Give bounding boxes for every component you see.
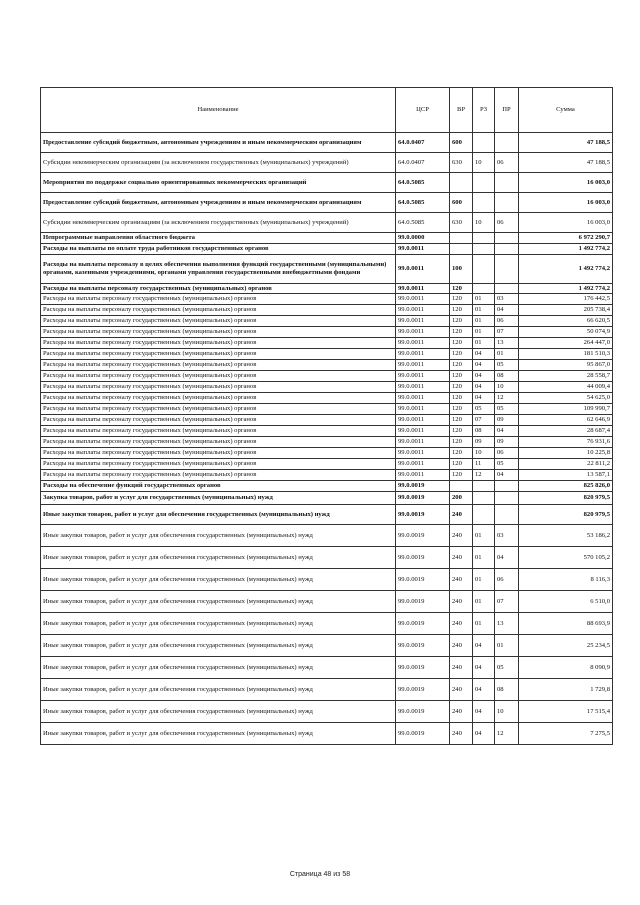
cell-rz: 04	[473, 349, 495, 360]
cell-pr	[495, 244, 519, 255]
cell-name: Предоставление субсидий бюджетным, автономным учреждениям и иным некоммерческим организациям	[41, 133, 396, 153]
cell-rz: 04	[473, 701, 495, 723]
cell-vr: 120	[450, 305, 473, 316]
cell-vr: 240	[450, 723, 473, 745]
table-row	[41, 657, 613, 679]
cell-sum: 264 447,0	[519, 338, 613, 349]
table-row	[41, 360, 613, 371]
cell-rz	[473, 244, 495, 255]
cell-pr: 01	[495, 349, 519, 360]
cell-name: Иные закупки товаров, работ и услуг для обеспечения государственных (муниципальных) нужд	[41, 679, 396, 701]
cell-name: Расходы на выплаты персоналу государственных (муниципальных) органов	[41, 371, 396, 382]
cell-sum: 7 275,5	[519, 723, 613, 745]
cell-csr: 99.0.0019	[396, 635, 450, 657]
cell-rz: 05	[473, 404, 495, 415]
cell-vr: 200	[450, 492, 473, 505]
cell-name: Расходы на выплаты персоналу государственных (муниципальных) органов	[41, 404, 396, 415]
cell-csr: 99.0.0019	[396, 591, 450, 613]
cell-name: Расходы на выплаты персоналу государственных (муниципальных) органов	[41, 360, 396, 371]
cell-rz: 10	[473, 213, 495, 233]
cell-csr: 99.0.0019	[396, 481, 450, 492]
header-vr: ВР	[450, 88, 473, 133]
cell-vr: 120	[450, 448, 473, 459]
cell-vr: 240	[450, 635, 473, 657]
table-row	[41, 470, 613, 481]
cell-sum: 6 972 290,7	[519, 233, 613, 244]
cell-csr: 99.0.0011	[396, 255, 450, 284]
cell-csr: 99.0.0011	[396, 459, 450, 470]
cell-pr: 07	[495, 327, 519, 338]
table-row	[41, 679, 613, 701]
cell-rz: 04	[473, 679, 495, 701]
cell-csr: 99.0.0011	[396, 294, 450, 305]
cell-csr: 99.0.0011	[396, 284, 450, 294]
cell-vr: 120	[450, 382, 473, 393]
cell-pr: 08	[495, 679, 519, 701]
cell-name: Непрограммные направления областного бюджета	[41, 233, 396, 244]
cell-rz	[473, 255, 495, 284]
cell-sum: 25 234,5	[519, 635, 613, 657]
table-row	[41, 525, 613, 547]
cell-pr: 09	[495, 415, 519, 426]
cell-csr: 99.0.0011	[396, 404, 450, 415]
cell-vr: 100	[450, 255, 473, 284]
cell-name: Расходы на выплаты персоналу государственных (муниципальных) органов	[41, 448, 396, 459]
cell-pr: 01	[495, 635, 519, 657]
cell-pr: 04	[495, 470, 519, 481]
cell-pr: 05	[495, 360, 519, 371]
cell-pr	[495, 505, 519, 525]
cell-rz: 01	[473, 294, 495, 305]
cell-pr: 03	[495, 525, 519, 547]
page-number: Страница 48 из 58	[289, 871, 351, 878]
cell-rz: 10	[473, 153, 495, 173]
header-sum: Сумма	[519, 88, 613, 133]
cell-csr: 99.0.0019	[396, 505, 450, 525]
cell-pr: 13	[495, 613, 519, 635]
table-row	[41, 382, 613, 393]
cell-name: Иные закупки товаров, работ и услуг для обеспечения государственных (муниципальных) нужд	[41, 569, 396, 591]
cell-sum: 16 003,0	[519, 213, 613, 233]
cell-rz: 09	[473, 437, 495, 448]
table-row	[41, 459, 613, 470]
cell-pr	[495, 255, 519, 284]
table-row	[41, 213, 613, 233]
cell-csr: 99.0.0011	[396, 437, 450, 448]
cell-name: Иные закупки товаров, работ и услуг для обеспечения государственных (муниципальных) нужд	[41, 525, 396, 547]
cell-vr: 630	[450, 213, 473, 233]
cell-sum: 8 090,9	[519, 657, 613, 679]
cell-rz: 04	[473, 635, 495, 657]
cell-pr: 05	[495, 657, 519, 679]
cell-sum: 1 492 774,2	[519, 284, 613, 294]
cell-csr: 99.0.0011	[396, 349, 450, 360]
cell-rz: 11	[473, 459, 495, 470]
cell-name: Расходы на выплаты персоналу государственных (муниципальных) органов	[41, 437, 396, 448]
cell-sum: 8 116,3	[519, 569, 613, 591]
cell-name: Иные закупки товаров, работ и услуг для обеспечения государственных (муниципальных) нужд	[41, 701, 396, 723]
cell-vr	[450, 244, 473, 255]
cell-pr	[495, 233, 519, 244]
cell-vr: 120	[450, 371, 473, 382]
cell-rz: 04	[473, 657, 495, 679]
cell-sum: 76 931,6	[519, 437, 613, 448]
cell-sum: 181 510,3	[519, 349, 613, 360]
cell-name: Предоставление субсидий бюджетным, автономным учреждениям и иным некоммерческим организациям	[41, 193, 396, 213]
cell-rz: 12	[473, 470, 495, 481]
table-row	[41, 244, 613, 255]
cell-sum: 62 646,9	[519, 415, 613, 426]
cell-rz	[473, 193, 495, 213]
cell-csr: 64.0.5085	[396, 173, 450, 193]
cell-rz	[473, 233, 495, 244]
cell-vr: 240	[450, 591, 473, 613]
cell-rz: 01	[473, 547, 495, 569]
cell-csr: 99.0.0011	[396, 393, 450, 404]
cell-sum: 50 074,9	[519, 327, 613, 338]
cell-csr: 99.0.0019	[396, 723, 450, 745]
cell-vr: 240	[450, 505, 473, 525]
cell-vr: 120	[450, 294, 473, 305]
table-row	[41, 393, 613, 404]
cell-pr: 03	[495, 294, 519, 305]
cell-pr	[495, 492, 519, 505]
cell-sum: 13 587,1	[519, 470, 613, 481]
header-csr: ЦСР	[396, 88, 450, 133]
cell-sum: 47 188,5	[519, 133, 613, 153]
cell-csr: 99.0.0011	[396, 382, 450, 393]
cell-sum: 47 188,5	[519, 153, 613, 173]
cell-rz: 08	[473, 426, 495, 437]
cell-vr: 240	[450, 547, 473, 569]
cell-vr: 630	[450, 153, 473, 173]
cell-rz: 01	[473, 525, 495, 547]
cell-sum: 17 515,4	[519, 701, 613, 723]
cell-pr: 04	[495, 547, 519, 569]
cell-name: Расходы на выплаты персоналу государственных (муниципальных) органов	[41, 382, 396, 393]
cell-sum: 44 009,4	[519, 382, 613, 393]
cell-rz: 04	[473, 723, 495, 745]
table-row	[41, 371, 613, 382]
table-header-row	[41, 88, 613, 133]
cell-name: Закупка товаров, работ и услуг для государственных (муниципальных) нужд	[41, 492, 396, 505]
cell-csr: 99.0.0011	[396, 415, 450, 426]
table-row	[41, 404, 613, 415]
cell-csr: 64.0.5085	[396, 213, 450, 233]
cell-name: Расходы на обеспечение функций государственных органов	[41, 481, 396, 492]
cell-vr: 120	[450, 393, 473, 404]
cell-vr: 120	[450, 316, 473, 327]
cell-pr	[495, 173, 519, 193]
cell-csr: 99.0.0011	[396, 426, 450, 437]
cell-pr: 05	[495, 459, 519, 470]
cell-csr: 99.0.0011	[396, 470, 450, 481]
table-row	[41, 448, 613, 459]
cell-name: Иные закупки товаров, работ и услуг для обеспечения государственных (муниципальных) нужд	[41, 591, 396, 613]
cell-rz	[473, 492, 495, 505]
cell-rz	[473, 173, 495, 193]
table-row	[41, 505, 613, 525]
cell-pr: 12	[495, 393, 519, 404]
cell-csr: 99.0.0011	[396, 338, 450, 349]
cell-vr: 240	[450, 679, 473, 701]
cell-name: Расходы на выплаты персоналу государственных (муниципальных) органов	[41, 316, 396, 327]
cell-pr: 06	[495, 153, 519, 173]
cell-sum: 570 105,2	[519, 547, 613, 569]
cell-pr: 10	[495, 382, 519, 393]
table-row	[41, 327, 613, 338]
cell-vr: 120	[450, 284, 473, 294]
cell-name: Расходы на выплаты персоналу государственных (муниципальных) органов	[41, 305, 396, 316]
cell-pr: 05	[495, 404, 519, 415]
cell-pr: 06	[495, 213, 519, 233]
cell-name: Расходы на выплаты персоналу государственных (муниципальных) органов	[41, 327, 396, 338]
cell-pr: 13	[495, 338, 519, 349]
cell-vr: 120	[450, 415, 473, 426]
cell-csr: 64.0.0407	[396, 133, 450, 153]
cell-sum: 6 510,0	[519, 591, 613, 613]
cell-vr: 120	[450, 349, 473, 360]
header-pr: ПР	[495, 88, 519, 133]
cell-pr: 06	[495, 569, 519, 591]
cell-vr: 120	[450, 404, 473, 415]
cell-name: Расходы на выплаты персоналу государственных (муниципальных) органов	[41, 349, 396, 360]
cell-name: Расходы на выплаты персоналу государственных (муниципальных) органов	[41, 415, 396, 426]
cell-vr	[450, 481, 473, 492]
cell-sum: 53 186,2	[519, 525, 613, 547]
table-row	[41, 701, 613, 723]
cell-name: Расходы на выплаты персоналу в целях обеспечения выполнения функций государственными (муниципальными) органами, казенными учреждениями, органами управления государственными внебюджетными фондами	[41, 255, 396, 284]
cell-name: Расходы на выплаты персоналу государственных (муниципальных) органов	[41, 338, 396, 349]
cell-rz: 10	[473, 448, 495, 459]
cell-rz: 04	[473, 360, 495, 371]
cell-vr: 120	[450, 360, 473, 371]
cell-csr: 64.0.5085	[396, 193, 450, 213]
cell-rz: 04	[473, 393, 495, 404]
cell-rz	[473, 481, 495, 492]
cell-pr: 10	[495, 701, 519, 723]
cell-rz	[473, 505, 495, 525]
cell-name: Субсидии некоммерческим организациям (за исключением государственных (муниципальных) учреждений)	[41, 153, 396, 173]
cell-vr: 120	[450, 338, 473, 349]
cell-pr	[495, 481, 519, 492]
cell-sum: 22 811,2	[519, 459, 613, 470]
table-row	[41, 349, 613, 360]
table-row	[41, 426, 613, 437]
table-row	[41, 547, 613, 569]
cell-csr: 99.0.0011	[396, 305, 450, 316]
cell-vr: 120	[450, 327, 473, 338]
cell-pr	[495, 284, 519, 294]
cell-rz: 01	[473, 613, 495, 635]
cell-pr: 07	[495, 591, 519, 613]
table-row	[41, 255, 613, 284]
table-row	[41, 305, 613, 316]
cell-vr: 600	[450, 193, 473, 213]
table-row	[41, 153, 613, 173]
table-row	[41, 233, 613, 244]
header-rz: РЗ	[473, 88, 495, 133]
cell-sum: 54 625,0	[519, 393, 613, 404]
budget-table	[40, 87, 613, 745]
table-row	[41, 415, 613, 426]
cell-name: Расходы на выплаты по оплате труда работников государственных органов	[41, 244, 396, 255]
cell-sum: 10 225,8	[519, 448, 613, 459]
cell-csr: 99.0.0011	[396, 327, 450, 338]
cell-rz	[473, 284, 495, 294]
cell-vr: 120	[450, 437, 473, 448]
table-row	[41, 284, 613, 294]
cell-vr: 240	[450, 613, 473, 635]
cell-csr: 99.0.0011	[396, 448, 450, 459]
cell-sum: 28 687,4	[519, 426, 613, 437]
cell-pr: 04	[495, 426, 519, 437]
cell-csr: 99.0.0011	[396, 244, 450, 255]
cell-pr: 04	[495, 305, 519, 316]
cell-rz: 01	[473, 327, 495, 338]
cell-sum: 205 738,4	[519, 305, 613, 316]
cell-sum: 16 003,0	[519, 173, 613, 193]
cell-csr: 99.0.0011	[396, 316, 450, 327]
table-row	[41, 437, 613, 448]
cell-vr: 240	[450, 701, 473, 723]
cell-name: Иные закупки товаров, работ и услуг для обеспечения государственных (муниципальных) нужд	[41, 613, 396, 635]
cell-csr: 99.0.0019	[396, 657, 450, 679]
cell-sum: 66 620,5	[519, 316, 613, 327]
table-row	[41, 294, 613, 305]
cell-rz: 04	[473, 371, 495, 382]
cell-rz: 01	[473, 338, 495, 349]
table-row	[41, 133, 613, 153]
cell-vr: 600	[450, 133, 473, 153]
cell-rz: 04	[473, 382, 495, 393]
table-row	[41, 569, 613, 591]
cell-rz: 01	[473, 569, 495, 591]
table-row	[41, 492, 613, 505]
table-row	[41, 338, 613, 349]
cell-sum: 1 492 774,2	[519, 244, 613, 255]
cell-csr: 99.0.0019	[396, 613, 450, 635]
cell-vr	[450, 233, 473, 244]
cell-sum: 825 826,0	[519, 481, 613, 492]
cell-name: Расходы на выплаты персоналу государственных (муниципальных) органов	[41, 426, 396, 437]
cell-vr: 240	[450, 525, 473, 547]
cell-pr: 12	[495, 723, 519, 745]
table-row	[41, 316, 613, 327]
cell-sum: 176 442,5	[519, 294, 613, 305]
table-row	[41, 613, 613, 635]
cell-pr	[495, 193, 519, 213]
cell-sum: 1 492 774,2	[519, 255, 613, 284]
cell-name: Иные закупки товаров, работ и услуг для обеспечения государственных (муниципальных) нужд	[41, 547, 396, 569]
cell-sum: 28 558,7	[519, 371, 613, 382]
cell-name: Расходы на выплаты персоналу государственных (муниципальных) органов	[41, 470, 396, 481]
cell-vr: 240	[450, 569, 473, 591]
cell-vr: 240	[450, 657, 473, 679]
table-row	[41, 591, 613, 613]
cell-csr: 99.0.0019	[396, 525, 450, 547]
table-row	[41, 173, 613, 193]
cell-sum: 820 979,5	[519, 505, 613, 525]
cell-rz: 01	[473, 305, 495, 316]
cell-csr: 64.0.0407	[396, 153, 450, 173]
cell-name: Расходы на выплаты персоналу государственных (муниципальных) органов	[41, 294, 396, 305]
cell-rz: 01	[473, 316, 495, 327]
cell-sum: 820 979,5	[519, 492, 613, 505]
cell-sum: 16 003,0	[519, 193, 613, 213]
cell-sum: 1 729,8	[519, 679, 613, 701]
cell-csr: 99.0.0019	[396, 701, 450, 723]
table-row	[41, 193, 613, 213]
cell-vr	[450, 173, 473, 193]
cell-pr: 06	[495, 448, 519, 459]
cell-vr: 120	[450, 459, 473, 470]
cell-sum: 95 867,0	[519, 360, 613, 371]
cell-csr: 99.0.0019	[396, 547, 450, 569]
cell-name: Иные закупки товаров, работ и услуг для обеспечения государственных (муниципальных) нужд	[41, 657, 396, 679]
cell-name: Расходы на выплаты персоналу государственных (муниципальных) органов	[41, 284, 396, 294]
cell-name: Расходы на выплаты персоналу государственных (муниципальных) органов	[41, 393, 396, 404]
cell-csr: 99.0.0011	[396, 360, 450, 371]
cell-pr: 09	[495, 437, 519, 448]
cell-pr	[495, 133, 519, 153]
cell-name: Расходы на выплаты персоналу государственных (муниципальных) органов	[41, 459, 396, 470]
header-name: Наименование	[41, 88, 396, 133]
table-row	[41, 723, 613, 745]
cell-csr: 99.0.0019	[396, 492, 450, 505]
table-row	[41, 481, 613, 492]
cell-sum: 109 990,7	[519, 404, 613, 415]
cell-name: Субсидии некоммерческим организациям (за исключением государственных (муниципальных) учреждений)	[41, 213, 396, 233]
cell-csr: 99.0.0019	[396, 679, 450, 701]
cell-pr: 08	[495, 371, 519, 382]
cell-csr: 99.0.0019	[396, 569, 450, 591]
cell-rz: 07	[473, 415, 495, 426]
cell-rz: 01	[473, 591, 495, 613]
cell-csr: 99.0.0011	[396, 371, 450, 382]
cell-csr: 99.0.0000	[396, 233, 450, 244]
cell-pr: 06	[495, 316, 519, 327]
cell-name: Иные закупки товаров, работ и услуг для обеспечения государственных (муниципальных) нужд	[41, 635, 396, 657]
cell-rz	[473, 133, 495, 153]
cell-sum: 88 693,9	[519, 613, 613, 635]
table-row	[41, 635, 613, 657]
cell-name: Мероприятия по поддержке социально ориентированных некоммерческих организаций	[41, 173, 396, 193]
cell-vr: 120	[450, 426, 473, 437]
cell-name: Иные закупки товаров, работ и услуг для обеспечения государственных (муниципальных) нужд	[41, 723, 396, 745]
cell-vr: 120	[450, 470, 473, 481]
cell-name: Иные закупки товаров, работ и услуг для обеспечения государственных (муниципальных) нужд	[41, 505, 396, 525]
